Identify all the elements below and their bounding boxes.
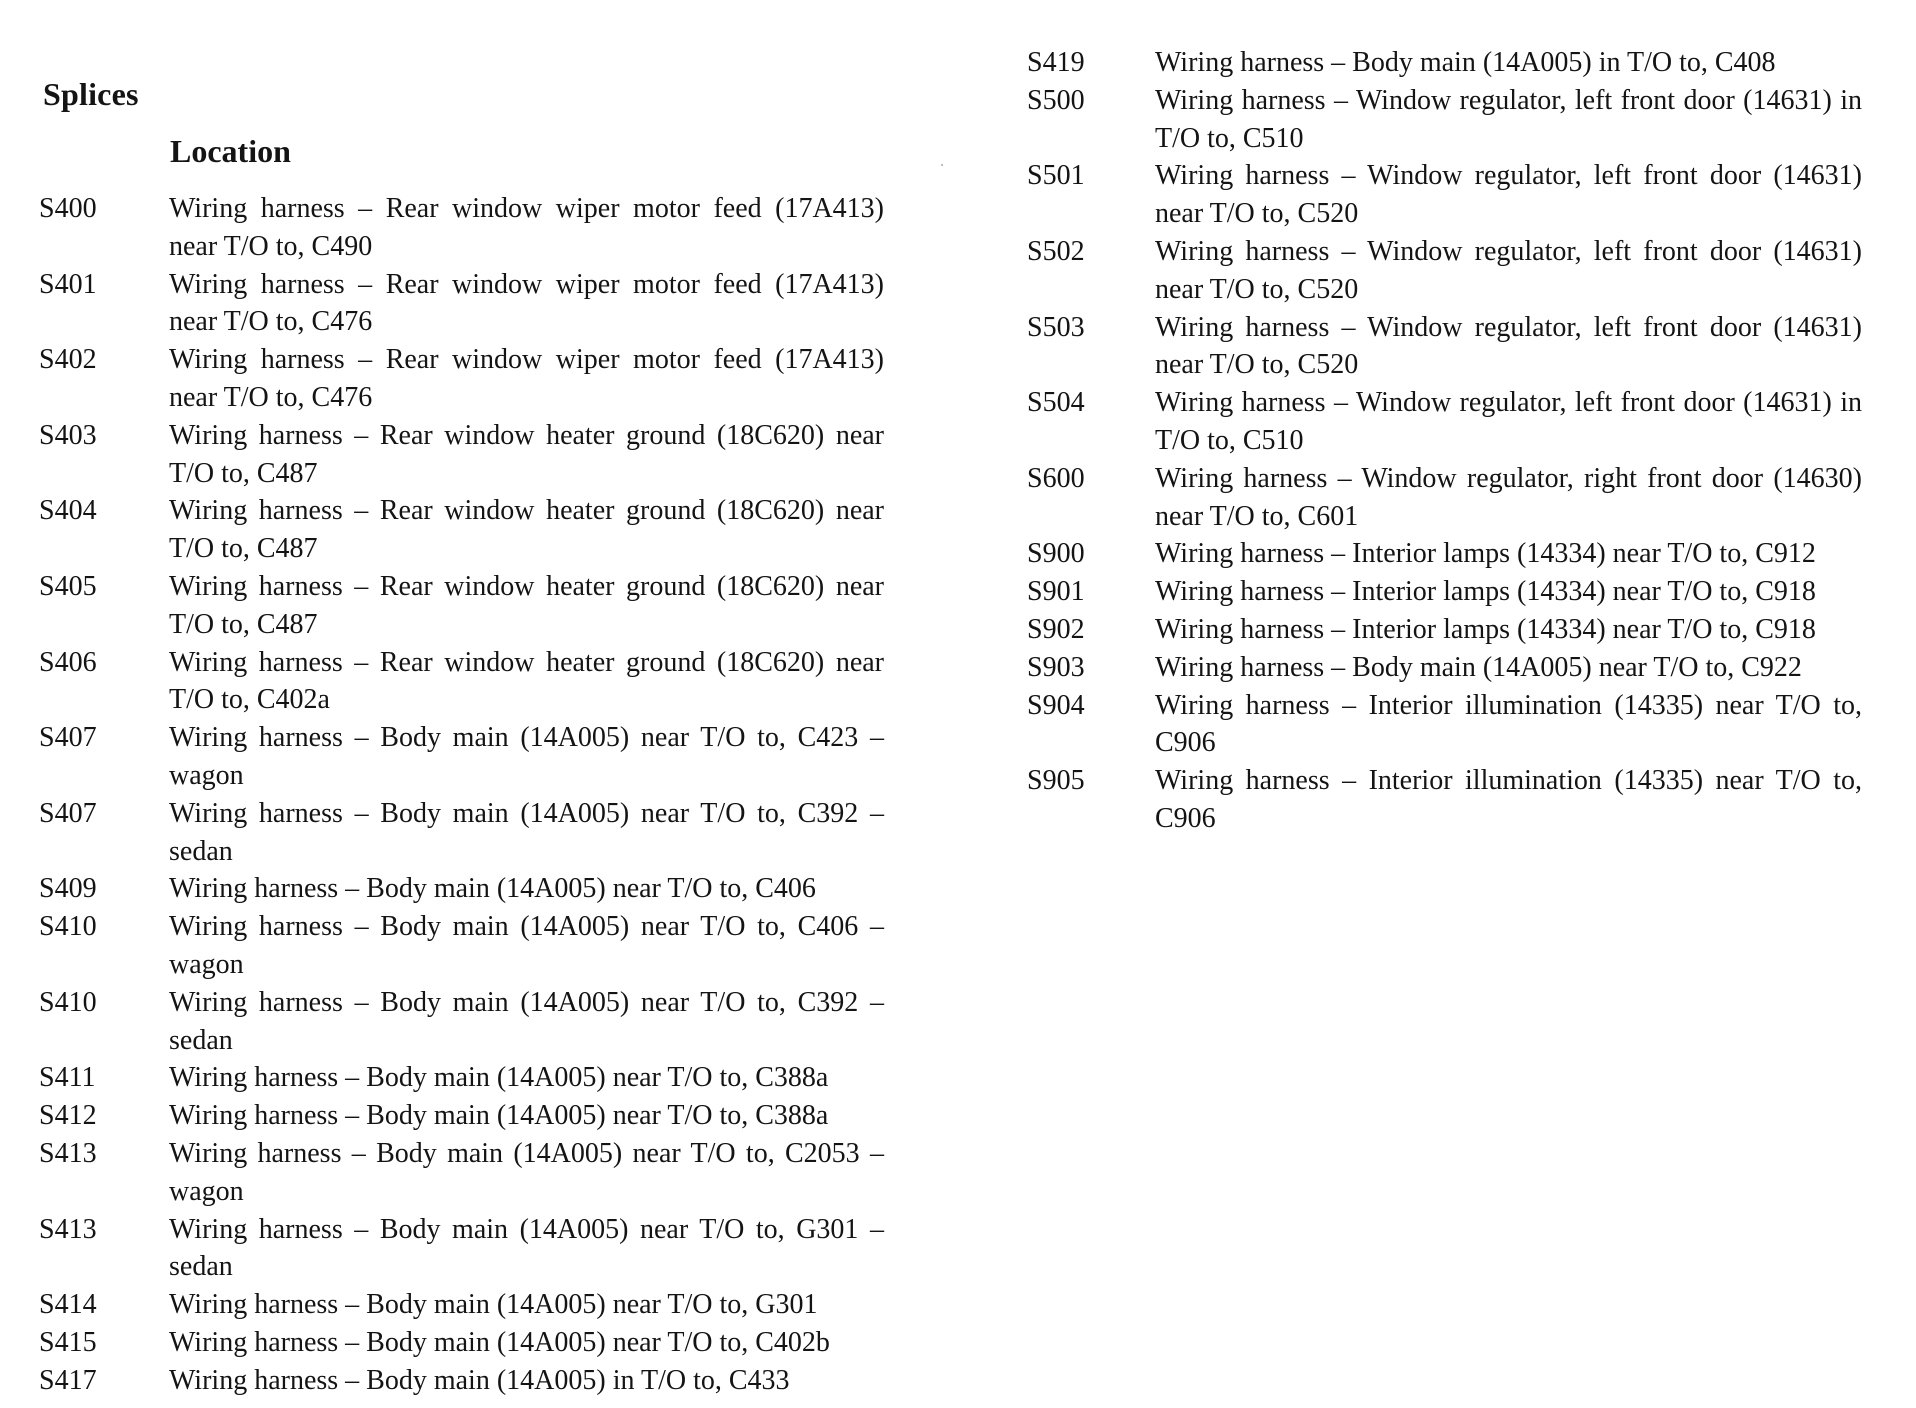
splice-entry (39, 1286, 884, 1324)
splice-location: Wiring harness – Body main (14A005) near T/O to, C388a (169, 1062, 829, 1094)
splice-location: Wiring harness – Body main (14A005) near T/O to, C406 – wagon (169, 911, 884, 980)
splice-code: S401 (39, 268, 97, 300)
splice-list-left (39, 190, 884, 1400)
splice-entry (1027, 82, 1862, 158)
splice-entry (1027, 309, 1862, 385)
splice-code: S405 (39, 570, 97, 602)
splice-entry (39, 492, 884, 568)
splice-entry (1027, 762, 1862, 838)
splice-entry (1027, 535, 1862, 573)
splice-code: S414 (39, 1289, 97, 1321)
splice-entry (39, 190, 884, 266)
splice-location: Wiring harness – Window regulator, left front door (14631) in T/O to, C510 (1155, 84, 1862, 154)
splice-location: Wiring harness – Interior lamps (14334) near T/O to, C918 (1155, 576, 1816, 608)
splice-location: Wiring harness – Interior lamps (14334) near T/O to, C912 (1155, 538, 1816, 570)
splice-entry (1027, 44, 1862, 82)
splice-entry (39, 1324, 884, 1362)
splice-location: Wiring harness – Window regulator, left front door (14631) near T/O to, C520 (1155, 160, 1862, 230)
splice-entry (1027, 384, 1862, 460)
splice-code: S411 (39, 1062, 96, 1094)
splice-code: S413 (39, 1137, 97, 1169)
splice-location: Wiring harness – Window regulator, left front door (14631) in T/O to, C510 (1155, 387, 1862, 456)
splice-location: Wiring harness – Body main (14A005) near T/O to, C2053 – wagon (169, 1137, 884, 1207)
splice-entry (39, 1211, 884, 1287)
splice-location: Wiring harness – Rear window heater ground (18C620) near T/O to, C402a (169, 646, 884, 716)
splice-location: Wiring harness – Interior illumination (14335) near T/O to, C906 (1155, 689, 1862, 759)
splice-code: S901 (1027, 576, 1085, 608)
splice-entry (39, 870, 884, 908)
splice-location: Wiring harness – Window regulator, right front door (14630) near T/O to, C601 (1155, 462, 1862, 532)
splice-entry (39, 341, 884, 417)
splice-location: Wiring harness – Body main (14A005) near T/O to, C406 (169, 873, 816, 905)
splice-entry (39, 1097, 884, 1135)
splice-entry (1027, 649, 1862, 687)
splice-entry (39, 266, 884, 342)
splice-list-right (1027, 44, 1862, 838)
splice-code: S402 (39, 344, 97, 376)
splice-entry (39, 1362, 884, 1400)
splice-entry (39, 719, 884, 795)
splice-entry (1027, 611, 1862, 649)
splice-code: S903 (1027, 651, 1085, 683)
page-title: Splices (43, 76, 139, 112)
splice-location: Wiring harness – Body main (14A005) near T/O to, C922 (1155, 651, 1802, 683)
splice-entry (39, 984, 884, 1060)
splice-location: Wiring harness – Body main (14A005) near T/O to, G301 (169, 1289, 818, 1321)
splice-entry (1027, 573, 1862, 611)
splice-code: S403 (39, 419, 97, 451)
splice-location: Wiring harness – Rear window wiper motor feed (17A413) near T/O to, C490 (169, 193, 884, 262)
splice-code: S600 (1027, 462, 1085, 494)
splice-entry (39, 908, 884, 984)
splice-code: S902 (1027, 613, 1085, 645)
splice-code: S406 (39, 646, 97, 678)
splice-location: Wiring harness – Rear window heater ground (18C620) near T/O to, C487 (169, 570, 884, 640)
splice-code: S410 (39, 911, 97, 943)
splice-code: S501 (1027, 160, 1085, 192)
splice-entry (1027, 687, 1862, 763)
splice-entry (39, 417, 884, 493)
splice-code: S407 (39, 797, 97, 829)
splice-code: S407 (39, 722, 97, 754)
splice-location: Wiring harness – Body main (14A005) near T/O to, C392 – sedan (169, 797, 884, 867)
splice-entry (39, 568, 884, 644)
splice-entry (1027, 460, 1862, 536)
splice-code: S404 (39, 495, 97, 527)
splice-location: Wiring harness – Body main (14A005) near T/O to, C423 – wagon (169, 722, 884, 791)
splice-code: S904 (1027, 689, 1085, 721)
splice-code: S502 (1027, 235, 1085, 267)
splice-location: Wiring harness – Body main (14A005) near T/O to, C392 – sedan (169, 986, 884, 1056)
splice-location: Wiring harness – Rear window wiper motor feed (17A413) near T/O to, C476 (169, 268, 884, 338)
splice-location: Wiring harness – Body main (14A005) near T/O to, C388a (169, 1100, 829, 1132)
splice-location: Wiring harness – Body main (14A005) in T/O to, C433 (169, 1364, 790, 1396)
splice-entry (39, 644, 884, 720)
splice-entry (39, 1135, 884, 1211)
splice-code: S500 (1027, 84, 1085, 116)
splice-code: S417 (39, 1364, 97, 1396)
splice-location: Wiring harness – Window regulator, left front door (14631) near T/O to, C520 (1155, 235, 1862, 305)
splice-code: S905 (1027, 765, 1085, 797)
splice-code: S504 (1027, 387, 1085, 419)
splice-code: S419 (1027, 47, 1085, 78)
splice-code: S900 (1027, 538, 1085, 570)
splice-location: Wiring harness – Rear window heater ground (18C620) near T/O to, C487 (169, 419, 884, 489)
splice-location: Wiring harness – Body main (14A005) in T/O to, C408 (1155, 47, 1776, 78)
splice-location: Wiring harness – Interior illumination (14335) near T/O to, C906 (1155, 765, 1862, 834)
splice-code: S503 (1027, 311, 1085, 343)
splice-code: S412 (39, 1100, 97, 1132)
splice-code: S415 (39, 1326, 97, 1358)
splice-entry (1027, 233, 1862, 309)
splice-location: Wiring harness – Body main (14A005) near T/O to, G301 – sedan (169, 1213, 884, 1283)
splice-code: S413 (39, 1213, 97, 1245)
scan-speck (941, 164, 943, 166)
location-column-heading: Location (170, 133, 291, 169)
splice-code: S400 (39, 193, 97, 224)
splice-code: S410 (39, 986, 97, 1018)
splice-entry (1027, 157, 1862, 233)
splice-location: Wiring harness – Interior lamps (14334) near T/O to, C918 (1155, 613, 1816, 645)
splice-location: Wiring harness – Rear window wiper motor feed (17A413) near T/O to, C476 (169, 344, 884, 413)
splice-location: Wiring harness – Rear window heater ground (18C620) near T/O to, C487 (169, 495, 884, 565)
splice-entry (39, 1059, 884, 1097)
splice-location: Wiring harness – Body main (14A005) near T/O to, C402b (169, 1326, 830, 1358)
splice-location: Wiring harness – Window regulator, left front door (14631) near T/O to, C520 (1155, 311, 1862, 381)
splice-code: S409 (39, 873, 97, 905)
splice-entry (39, 795, 884, 871)
